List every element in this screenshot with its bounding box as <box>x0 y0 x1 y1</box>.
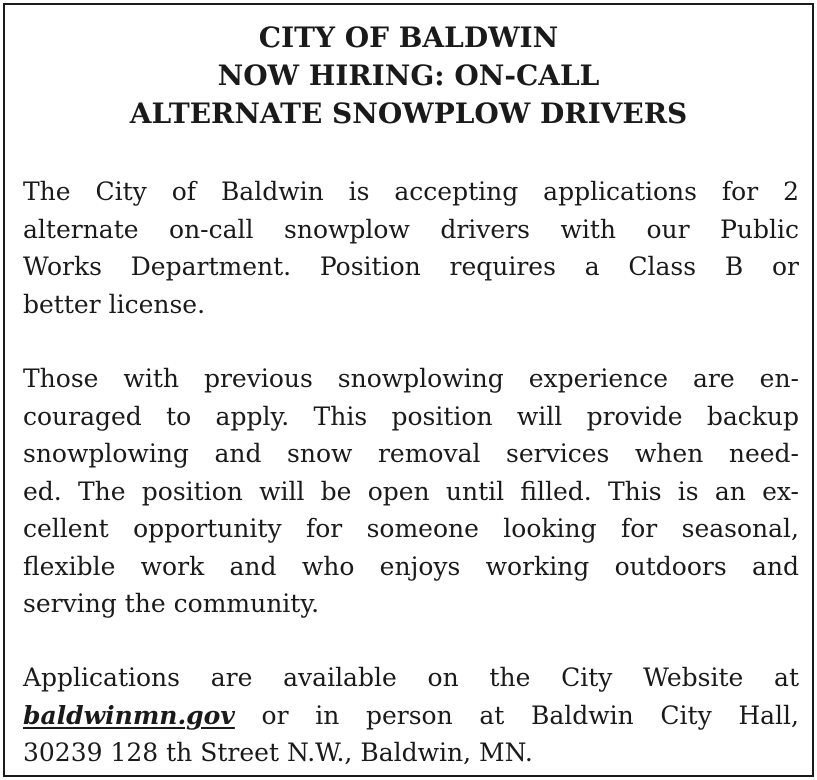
header-position-title: ALTERNATE SNOWPLOW DRIVERS <box>129 97 688 130</box>
paragraph-line: cellent opportunity for someone looking for seasonal, <box>23 514 799 543</box>
paragraph-line-address: 30239 128 th Street N.W., Baldwin, MN. <box>23 738 533 767</box>
paragraph-line: better license. <box>23 289 206 319</box>
paragraph-line: flexible work and who enjoys working outdoors and <box>23 551 799 581</box>
paragraph-line: alternate on-call snowplow drivers with our Public <box>23 214 799 244</box>
paragraph-line: Works Department. Position requires a Class B or <box>23 252 799 281</box>
paragraph-line: ed. The position will be open until filled. This is an ex- <box>23 476 799 506</box>
paragraph-line: snowplowing and snow removal services when need- <box>23 439 799 468</box>
paragraph-applications <box>23 659 799 772</box>
ad-header <box>5 19 812 133</box>
website-link[interactable]: baldwinmn.gov <box>23 700 235 730</box>
ad-border-frame <box>3 3 814 777</box>
paragraph-line: The City of Baldwin is accepting applications for 2 <box>23 177 799 206</box>
paragraph-intro <box>23 173 799 323</box>
header-now-hiring: NOW HIRING: ON-CALL <box>217 59 600 92</box>
paragraph-line: serving the community. <box>23 589 320 618</box>
paragraph-line-rest: or in person at Baldwin City Hall, <box>234 700 799 730</box>
paragraph-line: Those with previous snowplowing experience are en- <box>23 364 799 393</box>
paragraph-line-with-link <box>23 697 799 735</box>
paragraph-line: Applications are available on the City Website at <box>23 663 799 692</box>
paragraph-experience <box>23 360 799 623</box>
paragraph-line: couraged to apply. This position will provide backup <box>23 401 799 431</box>
header-city-name: CITY OF BALDWIN <box>258 21 559 54</box>
